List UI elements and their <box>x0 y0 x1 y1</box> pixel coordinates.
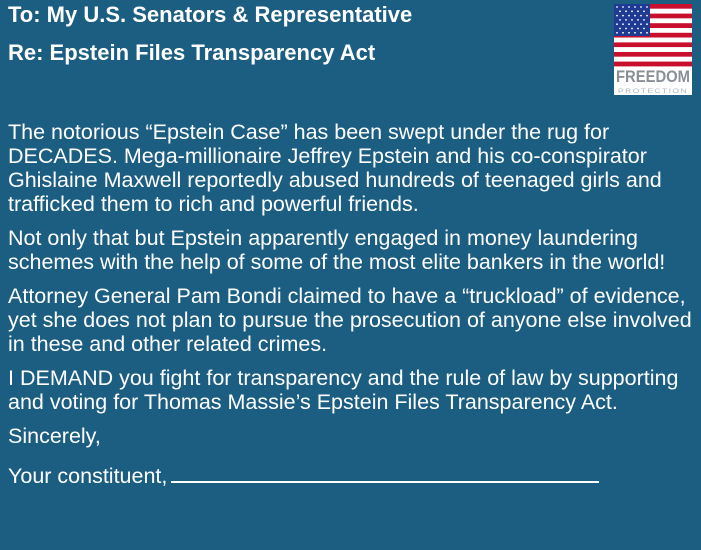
flag-star <box>637 28 639 30</box>
logo-text: FREEDOM <box>616 67 690 86</box>
flag-star <box>634 15 636 17</box>
flag-star <box>625 10 627 12</box>
flag-star <box>622 23 624 25</box>
paragraph-2: Not only that but Epstein apparently engaged in money laundering schemes with the help of some of the most elite bankers in the world! <box>8 226 666 274</box>
flag-star <box>619 28 621 30</box>
flag-star <box>619 10 621 12</box>
flag-stripe <box>614 38 692 43</box>
flag-star <box>634 6 636 8</box>
flag-star <box>634 32 636 34</box>
flag-star <box>628 23 630 25</box>
signature-line[interactable] <box>171 461 599 483</box>
flag-star <box>631 28 633 30</box>
paragraph-3: Attorney General Pam Bondi claimed to have a “truckload” of evidence, yet she does not plan to pursue the prosecution of anyone else involved in these and other related crimes. <box>8 284 692 356</box>
letter-body <box>8 120 698 498</box>
flag-star <box>634 23 636 25</box>
flag-star <box>640 6 642 8</box>
flag-star <box>640 15 642 17</box>
flag-stripe <box>614 62 692 67</box>
flag-stripe <box>614 57 692 62</box>
flag-star <box>625 28 627 30</box>
flag-star <box>631 19 633 21</box>
us-flag-icon <box>614 4 692 95</box>
flag-star <box>622 6 624 8</box>
to-line: To: My U.S. Senators & Representative <box>8 2 413 27</box>
flag-star <box>643 19 645 21</box>
flag-star <box>625 19 627 21</box>
signature-label: Your constituent, <box>8 464 168 488</box>
flag-stripe <box>614 42 692 47</box>
paragraph-4: I DEMAND you fight for transparency and the rule of law by supporting and voting for Thomas Massie’s Epstein Files Transparency Act. <box>8 366 679 414</box>
flag-star <box>646 32 648 34</box>
flag-star <box>622 32 624 34</box>
flag-star <box>646 15 648 17</box>
flag-star <box>622 15 624 17</box>
flag-star <box>616 32 618 34</box>
flag-star <box>646 23 648 25</box>
flag-star <box>628 32 630 34</box>
subject-line: Re: Epstein Files Transparency Act <box>8 40 376 65</box>
freedom-logo <box>614 4 692 95</box>
flag-star <box>628 6 630 8</box>
flag-star <box>628 15 630 17</box>
flag-star <box>631 10 633 12</box>
flag-star <box>643 28 645 30</box>
flag-star <box>640 32 642 34</box>
flag-star <box>643 10 645 12</box>
flag-stripe <box>614 52 692 57</box>
flag-star <box>616 15 618 17</box>
flag-star <box>637 19 639 21</box>
flag-star <box>640 23 642 25</box>
closing: Sincerely, <box>8 424 101 448</box>
flag-star <box>646 6 648 8</box>
logo-subtext: PROTECTION <box>618 89 688 95</box>
signature-row <box>8 461 698 488</box>
flag-star <box>616 23 618 25</box>
flag-star <box>616 6 618 8</box>
paragraph-1: The notorious “Epstein Case” has been swept under the rug for DECADES. Mega-millionaire Jeffrey Epstein and his co-conspirator Ghislaine Maxwell reportedly abused hundreds of teenaged girls and trafficked them to rich and powerful friends. <box>8 120 662 216</box>
flag-stripe <box>614 47 692 52</box>
flag-star <box>637 10 639 12</box>
flag-star <box>619 19 621 21</box>
